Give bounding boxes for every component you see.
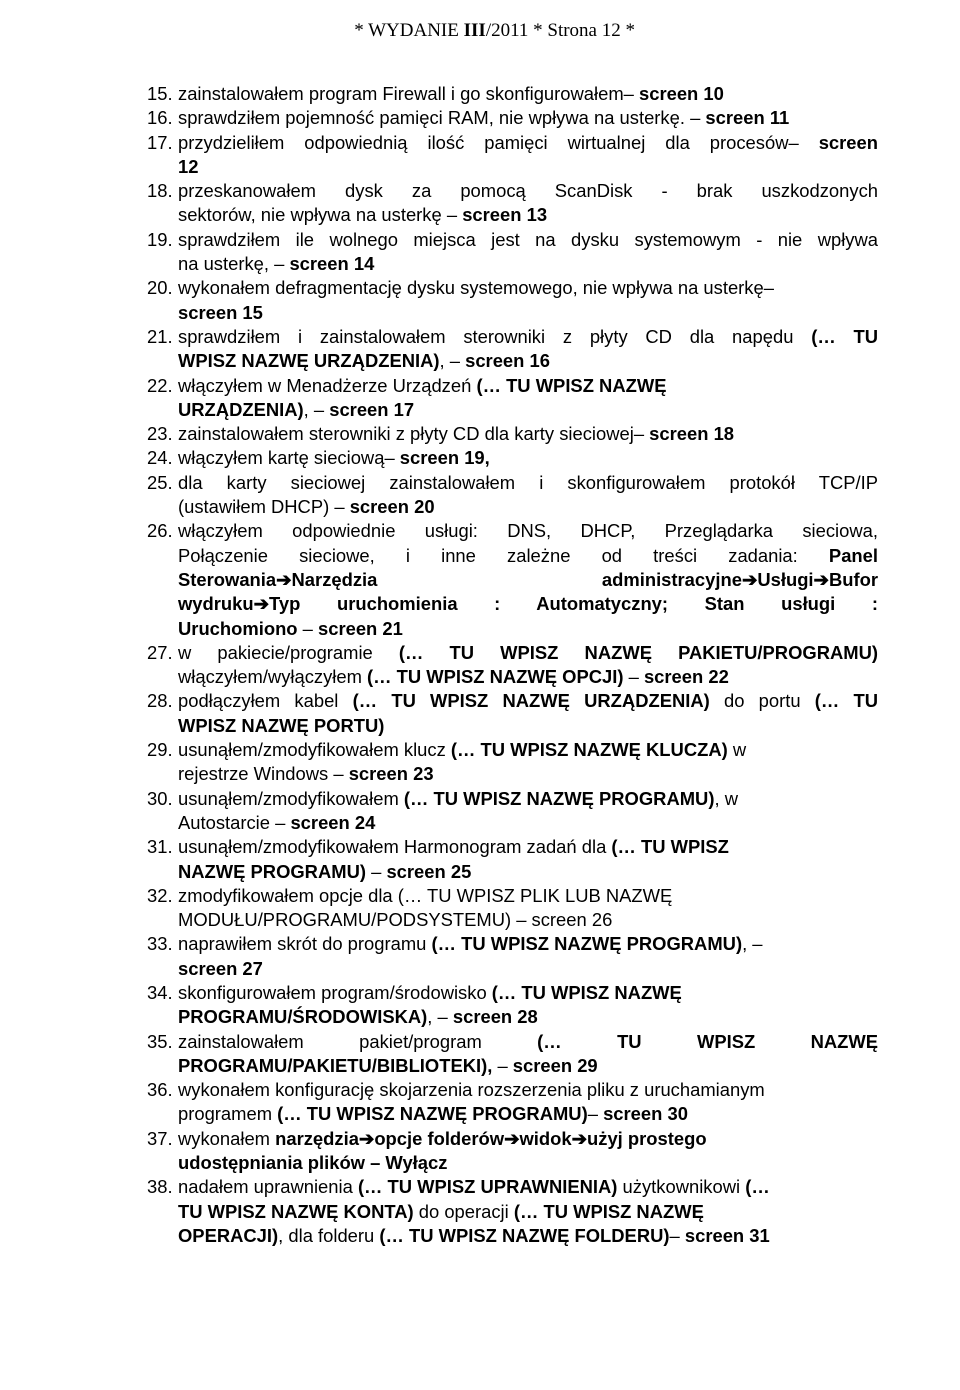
- item-text: przeskanowałem dysk za pomocą ScanDisk - brak uszkodzonych: [178, 180, 878, 202]
- item-path: wydruku➔Typ uruchomienia : Automatyczny; Stan usługi :: [178, 593, 878, 615]
- item-number: 24.: [147, 447, 173, 469]
- item-placeholder: (… TU WPISZ NAZWĘ OPCJI): [367, 666, 624, 688]
- item-screen-ref: screen 16: [465, 350, 550, 372]
- item-screen-ref: screen 18: [649, 423, 735, 445]
- item-placeholder: WPISZ NAZWĘ URZĄDZENIA): [178, 350, 440, 372]
- item-number: 15.: [147, 83, 173, 104]
- list-item-16: [0, 106, 878, 130]
- item-text: usunąłem/zmodyfikowałem: [178, 787, 404, 809]
- item-text: zainstalowałem program Firewall i go skonfigurowałem–: [178, 83, 639, 104]
- item-path: udostępniania plików – Wyłącz: [178, 1152, 448, 1174]
- item-placeholder: (… TU WPISZ NAZWĘ PROGRAMU): [431, 933, 743, 955]
- list-item-31: [0, 835, 878, 884]
- item-number: 17.: [147, 131, 173, 153]
- item-placeholder: WPISZ NAZWĘ PORTU): [178, 714, 385, 736]
- item-path: Sterowania➔Narzędzia administracyjne➔Usługi➔Bufor: [178, 568, 878, 590]
- item-text: zainstalowałem pakiet/program: [178, 1030, 538, 1052]
- item-number: 34.: [147, 981, 173, 1003]
- item-text: zainstalowałem sterowniki z płyty CD dla karty sieciowej–: [178, 423, 650, 445]
- list-item-23: [0, 422, 878, 446]
- item-placeholder: (… TU WPISZ NAZWĘ: [476, 374, 667, 396]
- item-text: , –: [427, 1006, 453, 1028]
- item-text: wykonałem: [178, 1127, 276, 1149]
- list-item-26: [0, 519, 878, 640]
- item-number: 32.: [147, 884, 173, 906]
- item-placeholder: (… TU WPISZ NAZWĘ: [491, 981, 682, 1003]
- item-placeholder: (… TU WPISZ: [611, 836, 729, 858]
- item-path: narzędzia➔opcje folderów➔widok➔użyj prostego: [275, 1127, 707, 1149]
- item-text: wykonałem konfigurację skojarzenia rozszerzenia pliku z uruchamianym: [178, 1079, 765, 1101]
- item-screen-ref: screen 19,: [399, 447, 490, 469]
- item-number: 27.: [147, 641, 173, 663]
- item-text: , dla folderu: [278, 1224, 380, 1246]
- item-text: podłączyłem kabel: [178, 690, 353, 712]
- item-placeholder: (… TU WPISZ NAZWĘ KLUCZA): [450, 739, 728, 761]
- item-text: sprawdziłem pojemność pamięci RAM, nie wpływa na usterkę. –: [178, 107, 706, 129]
- item-text: nadałem uprawnienia: [178, 1176, 358, 1198]
- list-item-33: [0, 932, 878, 981]
- item-text: skonfigurowałem program/środowisko: [178, 981, 492, 1003]
- item-text: –: [492, 1054, 513, 1076]
- item-text: –: [669, 1224, 685, 1246]
- item-screen-ref: screen 15: [178, 301, 263, 323]
- item-screen-ref: screen 14: [289, 253, 375, 275]
- list-item-21: [0, 325, 878, 374]
- item-text: do operacji: [413, 1200, 514, 1222]
- list-item-35: [0, 1030, 878, 1079]
- item-screen-ref: screen 13: [462, 204, 548, 226]
- item-number: 25.: [147, 471, 173, 493]
- item-screen-ref: 12: [178, 155, 199, 177]
- item-text: włączyłem/wyłączyłem: [178, 666, 368, 688]
- item-screen-ref: screen 17: [329, 398, 415, 420]
- item-placeholder: OPERACJI): [178, 1224, 279, 1246]
- item-text: dla karty sieciowej zainstalowałem i skonfigurowałem protokół TCP/IP: [178, 471, 878, 493]
- list-item-18: [0, 179, 878, 228]
- list-item-32: [0, 884, 878, 933]
- list-item-30: [0, 787, 878, 836]
- item-number: 20.: [147, 277, 173, 299]
- list-item-15: [0, 82, 878, 106]
- item-screen-ref: screen 29: [512, 1054, 598, 1076]
- item-screen-ref: screen 27: [178, 957, 263, 979]
- item-screen-ref: screen 11: [705, 107, 790, 129]
- item-text: rejestrze Windows –: [178, 763, 349, 785]
- item-number: 33.: [147, 933, 173, 955]
- item-text: usunąłem/zmodyfikowałem klucz: [178, 739, 451, 761]
- item-placeholder: (… TU: [811, 325, 879, 347]
- item-text: , w: [714, 787, 738, 809]
- item-text: –: [365, 860, 387, 882]
- item-text: –: [587, 1103, 604, 1125]
- item-text: sprawdziłem ile wolnego miejsca jest na dysku systemowym - nie wpływa: [178, 228, 878, 250]
- header-text: [354, 20, 635, 42]
- item-number: 31.: [147, 836, 173, 858]
- item-screen-ref: screen 10: [638, 83, 724, 104]
- item-number: 23.: [147, 423, 173, 445]
- item-text: naprawiłem skrót do programu: [178, 933, 432, 955]
- item-text: –: [297, 617, 318, 639]
- item-text: programem: [178, 1103, 278, 1125]
- list-item-24: [0, 446, 878, 470]
- item-placeholder: (… TU WPISZ NAZWĘ: [537, 1030, 879, 1052]
- item-screen-ref: screen 24: [290, 811, 376, 833]
- item-number: 21.: [147, 325, 173, 347]
- item-number: 16.: [147, 107, 173, 129]
- list-item-27: [0, 641, 878, 690]
- item-placeholder: (… TU WPISZ UPRAWNIENIA): [357, 1176, 618, 1198]
- item-placeholder: URZĄDZENIA): [178, 398, 304, 420]
- item-number: 35.: [147, 1030, 173, 1052]
- item-text: przydzieliłem odpowiednią ilość pamięci wirtualnej dla procesów–: [178, 131, 819, 153]
- item-screen-ref: screen 31: [684, 1224, 770, 1246]
- item-text: , –: [439, 350, 466, 372]
- item-text: –: [623, 666, 644, 688]
- item-text: użytkownikowi: [617, 1176, 746, 1198]
- header-right: /2011 * Strona 12 *: [485, 20, 635, 41]
- item-number: 19.: [147, 228, 173, 250]
- item-placeholder: (… TU: [814, 690, 879, 712]
- item-text: włączyłem odpowiednie usługi: DNS, DHCP, Przeglądarka sieciowa,: [178, 520, 878, 542]
- item-placeholder: TU WPISZ NAZWĘ KONTA): [178, 1200, 414, 1222]
- item-text: do portu: [709, 690, 815, 712]
- item-text: Autostarcie –: [178, 811, 291, 833]
- item-screen-ref: screen 30: [603, 1103, 688, 1125]
- list-item-38: [0, 1175, 878, 1248]
- header-left: * WYDANIE: [354, 20, 464, 41]
- list-item-29: [0, 738, 878, 787]
- item-number: 38.: [147, 1176, 173, 1198]
- item-screen-ref: screen 28: [452, 1006, 538, 1028]
- item-placeholder: (… TU WPISZ NAZWĘ PAKIETU/PROGRAMU): [398, 641, 878, 663]
- list-item-37: [0, 1127, 878, 1176]
- item-path: Panel: [828, 544, 878, 566]
- item-placeholder: PROGRAMU/ŚRODOWISKA): [178, 1006, 428, 1028]
- list-item-19: [0, 228, 878, 277]
- item-text: sprawdziłem i zainstalowałem sterowniki z płyty CD dla napędu: [178, 325, 812, 347]
- item-placeholder: NAZWĘ PROGRAMU): [178, 860, 366, 882]
- item-screen-ref: screen 25: [386, 860, 472, 882]
- item-text: włączyłem kartę sieciową–: [178, 447, 400, 469]
- item-text: usunąłem/zmodyfikowałem Harmonogram zadań dla: [178, 836, 612, 858]
- item-text: MODUŁU/PROGRAMU/PODSYSTEMU) – screen 26: [178, 909, 613, 931]
- page-header: [0, 18, 960, 48]
- item-placeholder: (…: [745, 1176, 770, 1198]
- header-edition-number: III: [463, 20, 486, 41]
- list-item-22: [0, 374, 878, 423]
- item-text: włączyłem w Menadżerze Urządzeń: [178, 374, 477, 396]
- item-placeholder: (… TU WPISZ NAZWĘ URZĄDZENIA): [352, 690, 710, 712]
- checklist: [0, 82, 878, 1248]
- item-text: sektorów, nie wpływa na usterkę –: [178, 204, 463, 226]
- item-number: 22.: [147, 374, 173, 396]
- item-placeholder: PROGRAMU/PAKIETU/BIBLIOTEKI),: [178, 1054, 493, 1076]
- list-item-25: [0, 471, 878, 520]
- item-number: 30.: [147, 787, 173, 809]
- item-screen-ref: screen 20: [349, 496, 435, 518]
- item-screen-ref: screen: [818, 131, 878, 153]
- item-number: 37.: [147, 1127, 173, 1149]
- item-text: w: [727, 739, 747, 761]
- item-number: 36.: [147, 1079, 173, 1101]
- item-screen-ref: screen 21: [317, 617, 403, 639]
- item-text: zmodyfikowałem opcje dla (… TU WPISZ PLIK LUB NAZWĘ: [178, 884, 673, 906]
- item-number: 28.: [147, 690, 173, 712]
- item-path: Uruchomiono: [178, 617, 298, 639]
- list-item-20: [0, 276, 878, 325]
- item-text: , –: [303, 398, 330, 420]
- list-item-36: [0, 1078, 878, 1127]
- item-text: w pakiecie/programie: [178, 641, 399, 663]
- item-number: 26.: [147, 520, 173, 542]
- item-text: , –: [742, 933, 763, 955]
- item-placeholder: (… TU WPISZ NAZWĘ FOLDERU): [379, 1224, 670, 1246]
- item-placeholder: (… TU WPISZ NAZWĘ PROGRAMU): [277, 1103, 588, 1125]
- item-number: 29.: [147, 739, 173, 761]
- item-text: (ustawiłem DHCP) –: [178, 496, 350, 518]
- item-screen-ref: screen 23: [348, 763, 434, 785]
- item-text: wykonałem defragmentację dysku systemowego, nie wpływa na usterkę–: [178, 277, 774, 299]
- item-placeholder: (… TU WPISZ NAZWĘ PROGRAMU): [403, 787, 715, 809]
- list-item-34: [0, 981, 878, 1030]
- item-placeholder: (… TU WPISZ NAZWĘ: [513, 1200, 704, 1222]
- item-text: na usterkę, –: [178, 253, 290, 275]
- list-item-28: [0, 689, 878, 738]
- list-item-17: [0, 131, 878, 180]
- item-number: 18.: [147, 180, 173, 202]
- item-text: Połączenie sieciowe, i inne zależne od treści zadania:: [178, 544, 829, 566]
- item-screen-ref: screen 22: [643, 666, 729, 688]
